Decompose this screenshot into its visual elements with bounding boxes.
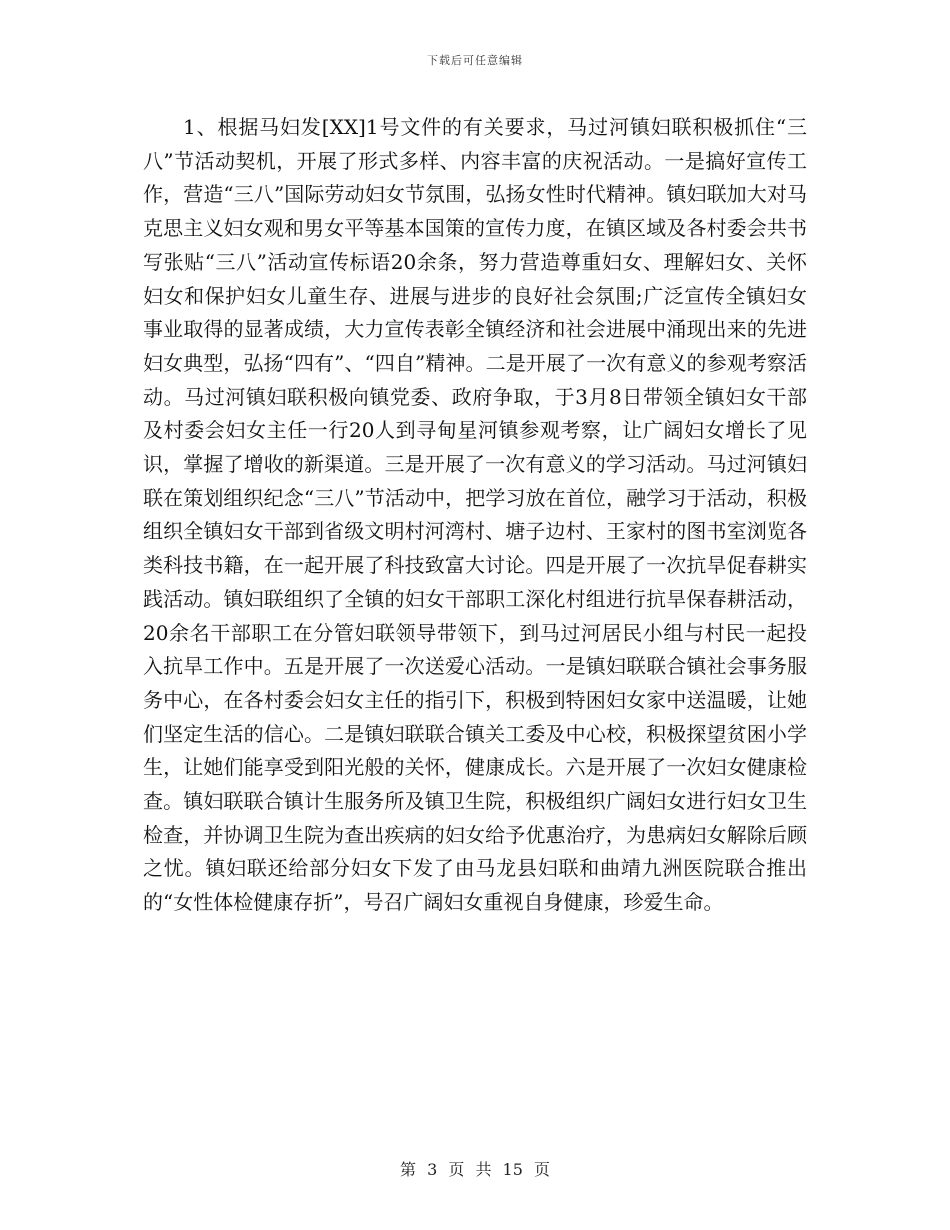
body-paragraph: 1、根据马妇发[XX]1号文件的有关要求，马过河镇妇联积极抓住“三八”节活动契机，开展了形式多样、内容丰富的庆祝活动。一是搞好宣传工作，营造“三八”国际劳动妇女节氛围，弘扬女性时代精神。镇妇联加大对马克思主义妇女观和男女平等基本国策的宣传力度，在镇区域及各村委会共书写张贴“三八”活动宣传标语20余条，努力营造尊重妇女、理解妇女、关怀妇女和保护妇女儿童生存、进展与进步的良好社会氛围;广泛宣传全镇妇女事业取得的显著成绩，大力宣传表彰全镇经济和社会进展中涌现出来的先进妇女典型，弘扬“四有”、“四自”精神。二是开展了一次有意义的参观考察活动。马过河镇妇联积极向镇党委、政府争取，于3月8日带领全镇妇女干部及村委会妇女主任一行20人到寻甸星河镇参观考察，让广阔妇女增长了见识，掌握了增收的新渠道。三是开展了一次有意义的学习活动。马过河镇妇联在策划组织纪念“三八”节活动中，把学习放在首位，融学习于活动，积极组织全镇妇女干部到省级文明村河湾村、塘子边村、王家村的图书室浏览各类科技书籍，在一起开展了科技致富大讨论。四是开展了一次抗旱促春耕实践活动。镇妇联组织了全镇的妇女干部职工深化村组进行抗旱保春耕活动，20余名干部职工在分管妇联领导带领下，到马过河居民小组与村民一起投入抗旱工作中。五是开展了一次送爱心活动。一是镇妇联联合镇社会事务服务中心，在各村委会妇女主任的指引下，积极到特困妇女家中送温暖，让她们坚定生活的信心。二是镇妇联联合镇关工委及中心校，积极探望贫困小学生，让她们能享受到阳光般的关怀，健康成长。六是开展了一次妇女健康检查。镇妇联联合镇计生服务所及镇卫生院，积极组织广阔妇女进行妇女卫生检查，并协调卫生院为查出疾病的妇女给予优惠治疗，为患病妇女解除后顾之忧。镇妇联还给部分妇女下发了由马龙县妇联和曲靖九洲医院联合推出的“女性体检健康存折”，号召广阔妇女重视自身健康，珍爱生命。 xyxy=(143,115,807,915)
page-number-footer: 第 3 页 共 15 页 xyxy=(400,1160,550,1179)
page-header-note: 下载后可任意编辑 xyxy=(427,54,523,67)
